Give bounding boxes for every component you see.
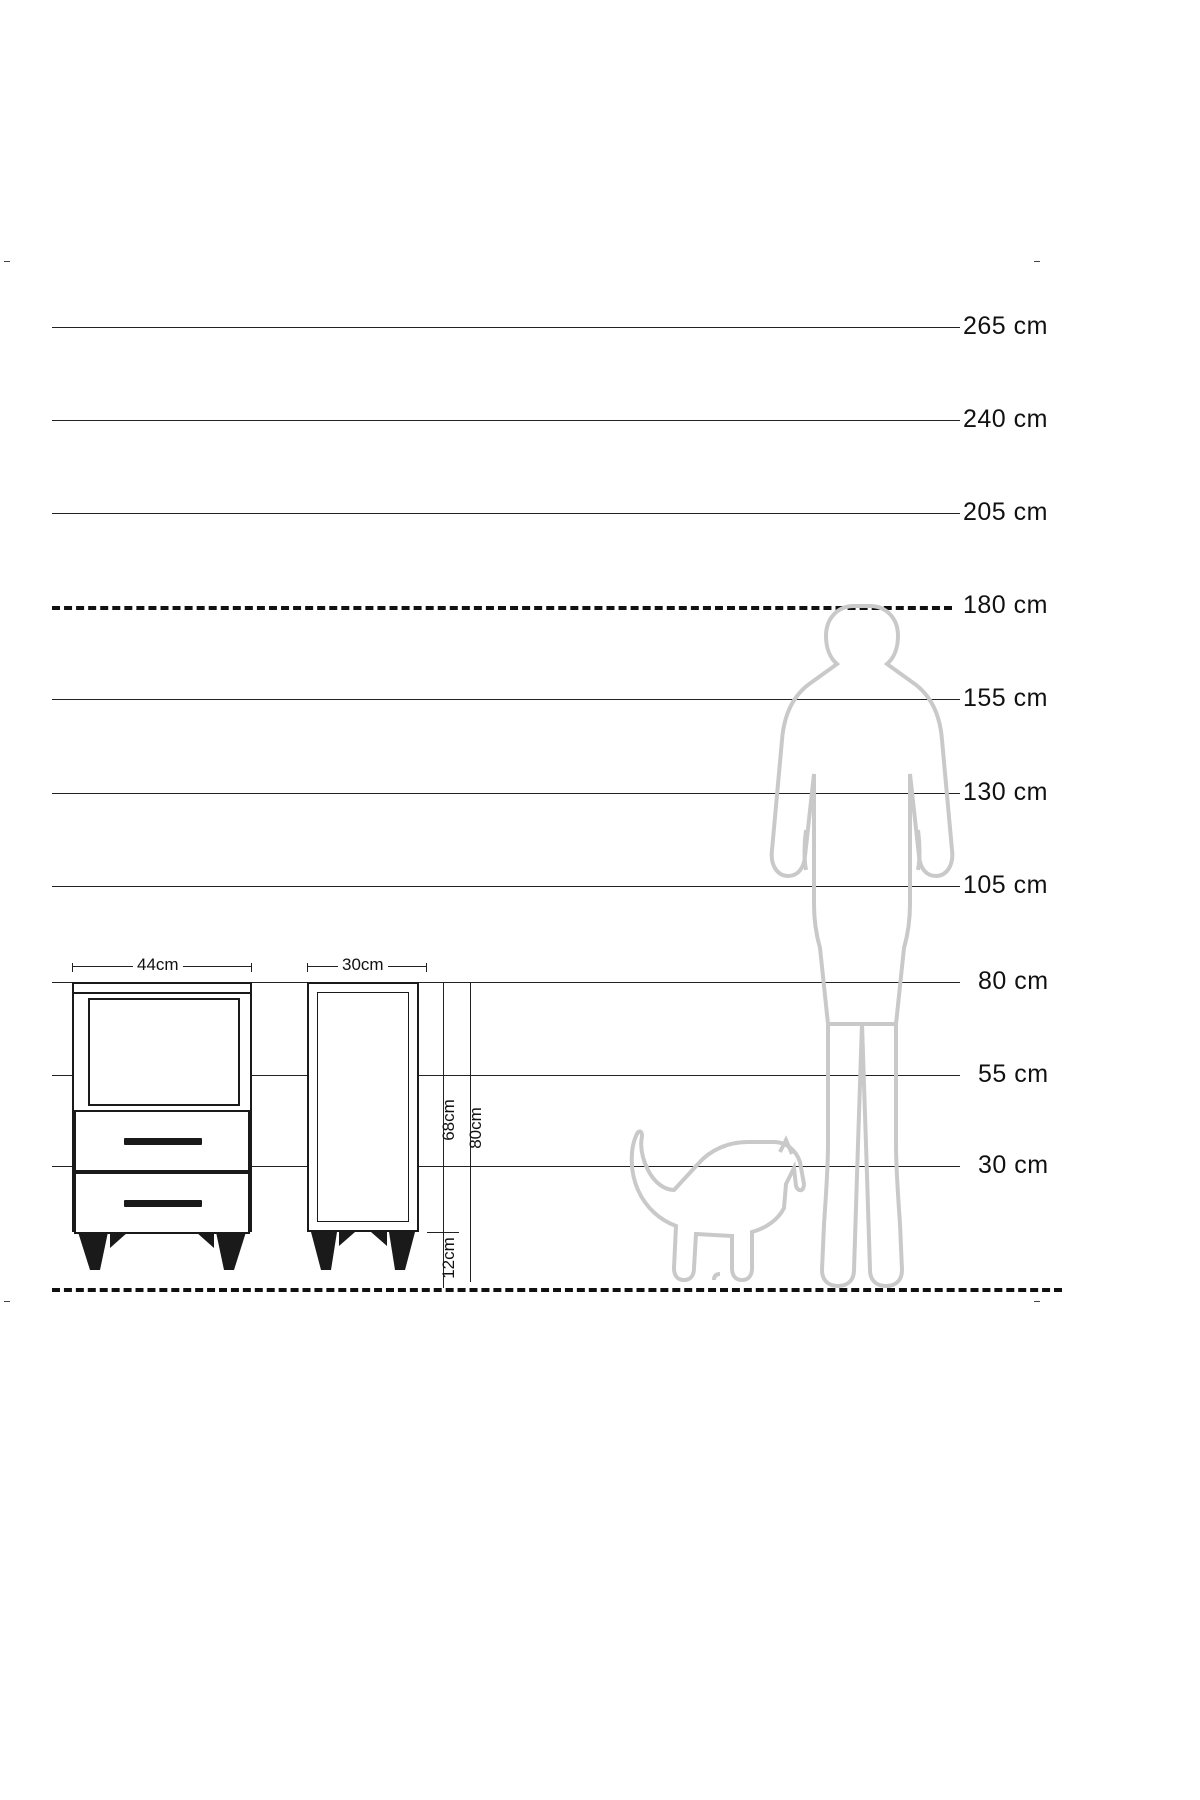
cat-silhouette — [628, 1128, 806, 1288]
scale-label-155: 155 cm — [963, 684, 1048, 712]
corner-tick-top-left — [4, 258, 11, 265]
scale-tick-265 — [942, 327, 960, 328]
nightstand-open-niche — [88, 998, 240, 1106]
tall-cabinet-door-panel — [317, 992, 409, 1222]
drawer-handle-upper — [124, 1138, 202, 1145]
dimension-extension-top — [427, 982, 487, 983]
dimension-nightstand-width-label: 44cm — [133, 955, 183, 975]
nightstand — [72, 982, 252, 1232]
tall-cabinet-body — [307, 982, 419, 1232]
scale-tick-240 — [942, 420, 960, 421]
nightstand-drawer-upper — [74, 1110, 250, 1172]
scale-line-265 — [52, 327, 942, 328]
dimension-68cm-label: 68cm — [439, 1099, 458, 1141]
scale-label-180: 180 cm — [963, 591, 1048, 619]
corner-tick-bottom-left — [4, 1298, 11, 1305]
scale-label-80: 80 cm — [978, 967, 1049, 995]
nightstand-body — [72, 982, 252, 1232]
tall-cabinet-legs — [307, 1230, 419, 1274]
corner-tick-top-right — [1034, 258, 1041, 265]
nightstand-legs — [72, 1230, 252, 1274]
scale-label-265: 265 cm — [963, 312, 1048, 340]
nightstand-top-band — [74, 984, 250, 994]
drawer-handle-lower — [124, 1200, 202, 1207]
scale-label-240: 240 cm — [963, 405, 1048, 433]
tall-cabinet — [307, 982, 419, 1232]
corner-tick-bottom-right — [1034, 1298, 1041, 1305]
scale-line-240 — [52, 420, 942, 421]
nightstand-drawer-lower — [74, 1172, 250, 1234]
scale-label-105: 105 cm — [963, 871, 1048, 899]
dimension-12cm-label: 12cm — [439, 1237, 458, 1279]
dimension-80cm-label: 80cm — [466, 1107, 485, 1149]
scale-label-55: 55 cm — [978, 1060, 1049, 1088]
scale-line-205 — [52, 513, 942, 514]
dimension-cabinet-width-label: 30cm — [338, 955, 388, 975]
scale-label-130: 130 cm — [963, 778, 1048, 806]
scale-tick-205 — [942, 513, 960, 514]
dimension-extension-mid — [427, 1232, 459, 1233]
scale-label-205: 205 cm — [963, 498, 1048, 526]
scale-label-30: 30 cm — [978, 1151, 1049, 1179]
